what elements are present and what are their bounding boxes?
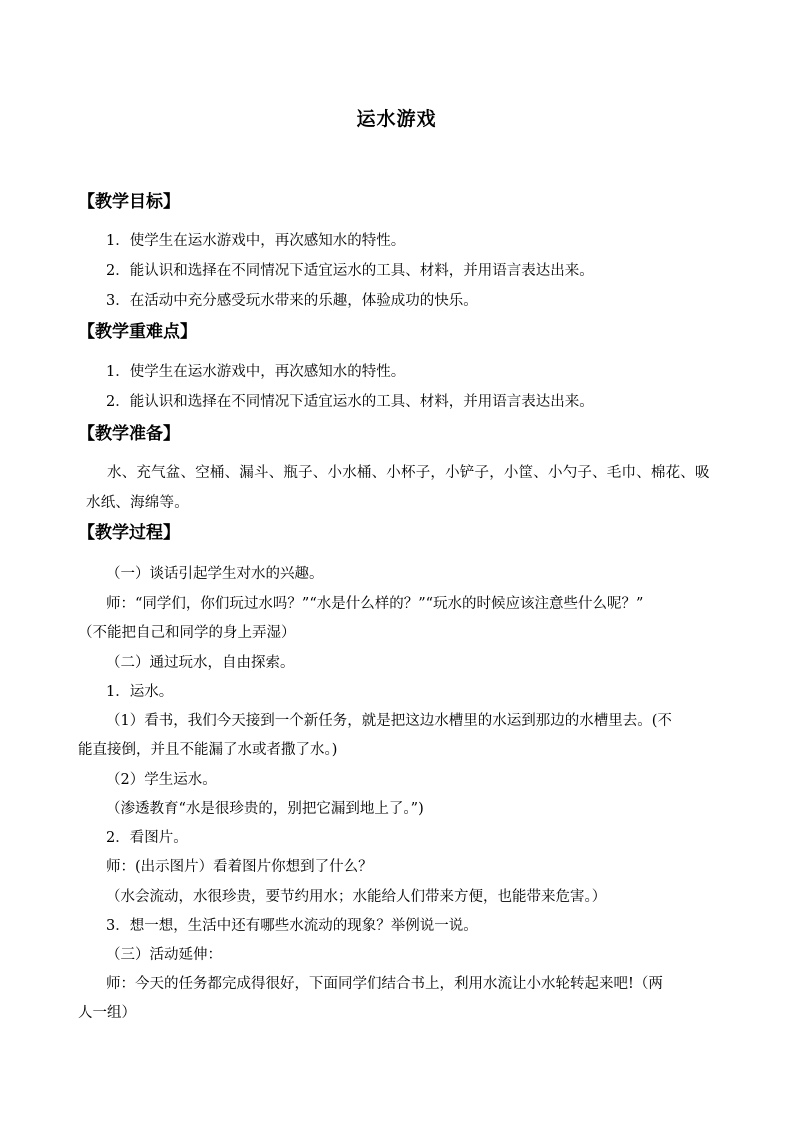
- process-line-2: 师：“同学们，你们玩过水吗？”“水是什么样的？”“玩水的时候应该注意些什么呢？”: [106, 596, 644, 612]
- process-line-14: （三）活动延伸：: [106, 947, 222, 963]
- process-line-16: 人一组）: [78, 1005, 136, 1021]
- section-heading-goals: 【教学目标】: [78, 192, 180, 212]
- document-title: 运水游戏: [356, 108, 437, 130]
- goal-item-1: 1．使学生在运水游戏中，再次感知水的特性。: [106, 233, 406, 249]
- process-line-4: （二）通过玩水，自由探索。: [106, 655, 295, 671]
- process-line-3: （不能把自己和同学的身上弄湿）: [78, 625, 296, 641]
- process-line-8: （2）学生运水。: [106, 772, 217, 788]
- process-line-12: （水会流动，水很珍贵，要节约用水；水能给人们带来方便，也能带来危害。）: [106, 889, 607, 905]
- process-line-15: 师：今天的任务都完成得很好，下面同学们结合书上，利用水流让小水轮转起来吧!（两: [106, 976, 663, 992]
- goal-item-2: 2．能认识和选择在不同情况下适宜运水的工具、材料，并用语言表达出来。: [106, 263, 594, 279]
- section-heading-keypoints: 【教学重难点】: [78, 322, 197, 342]
- section-heading-preparation: 【教学准备】: [78, 424, 180, 444]
- process-line-11: 师：(出示图片）看着图片你想到了什么？: [106, 859, 373, 875]
- preparation-text: 水、充气盆、空桶、漏斗、瓶子、小水桶、小杯子，小铲子，小筐、小勺子、毛巾、棉花、吸水纸、海绵等。: [86, 465, 710, 511]
- process-line-1: （一）谈话引起学生对水的兴趣。: [106, 566, 324, 582]
- process-line-10: 2．看图片。: [106, 830, 188, 846]
- section-heading-process: 【教学过程】: [78, 523, 180, 543]
- process-line-13: 3．想一想，生活中还有哪些水流动的现象？举例说一说。: [106, 918, 478, 934]
- process-line-7: 能直接倒，并且不能漏了水或者撒了水。): [78, 742, 338, 758]
- process-line-6: （1）看书，我们今天接到一个新任务，就是把这边水槽里的水运到那边的水槽里去。(不: [106, 713, 672, 729]
- keypoint-item-1: 1．使学生在运水游戏中，再次感知水的特性。: [106, 364, 406, 380]
- keypoint-item-2: 2．能认识和选择在不同情况下适宜运水的工具、材料，并用语言表达出来。: [106, 394, 594, 410]
- process-line-5: 1．运水。: [106, 684, 174, 700]
- process-line-9: （渗透教育“水是很珍贵的，别把它漏到地上了。”): [106, 801, 424, 817]
- goal-item-3: 3．在活动中充分感受玩水带来的乐趣，体验成功的快乐。: [106, 293, 478, 309]
